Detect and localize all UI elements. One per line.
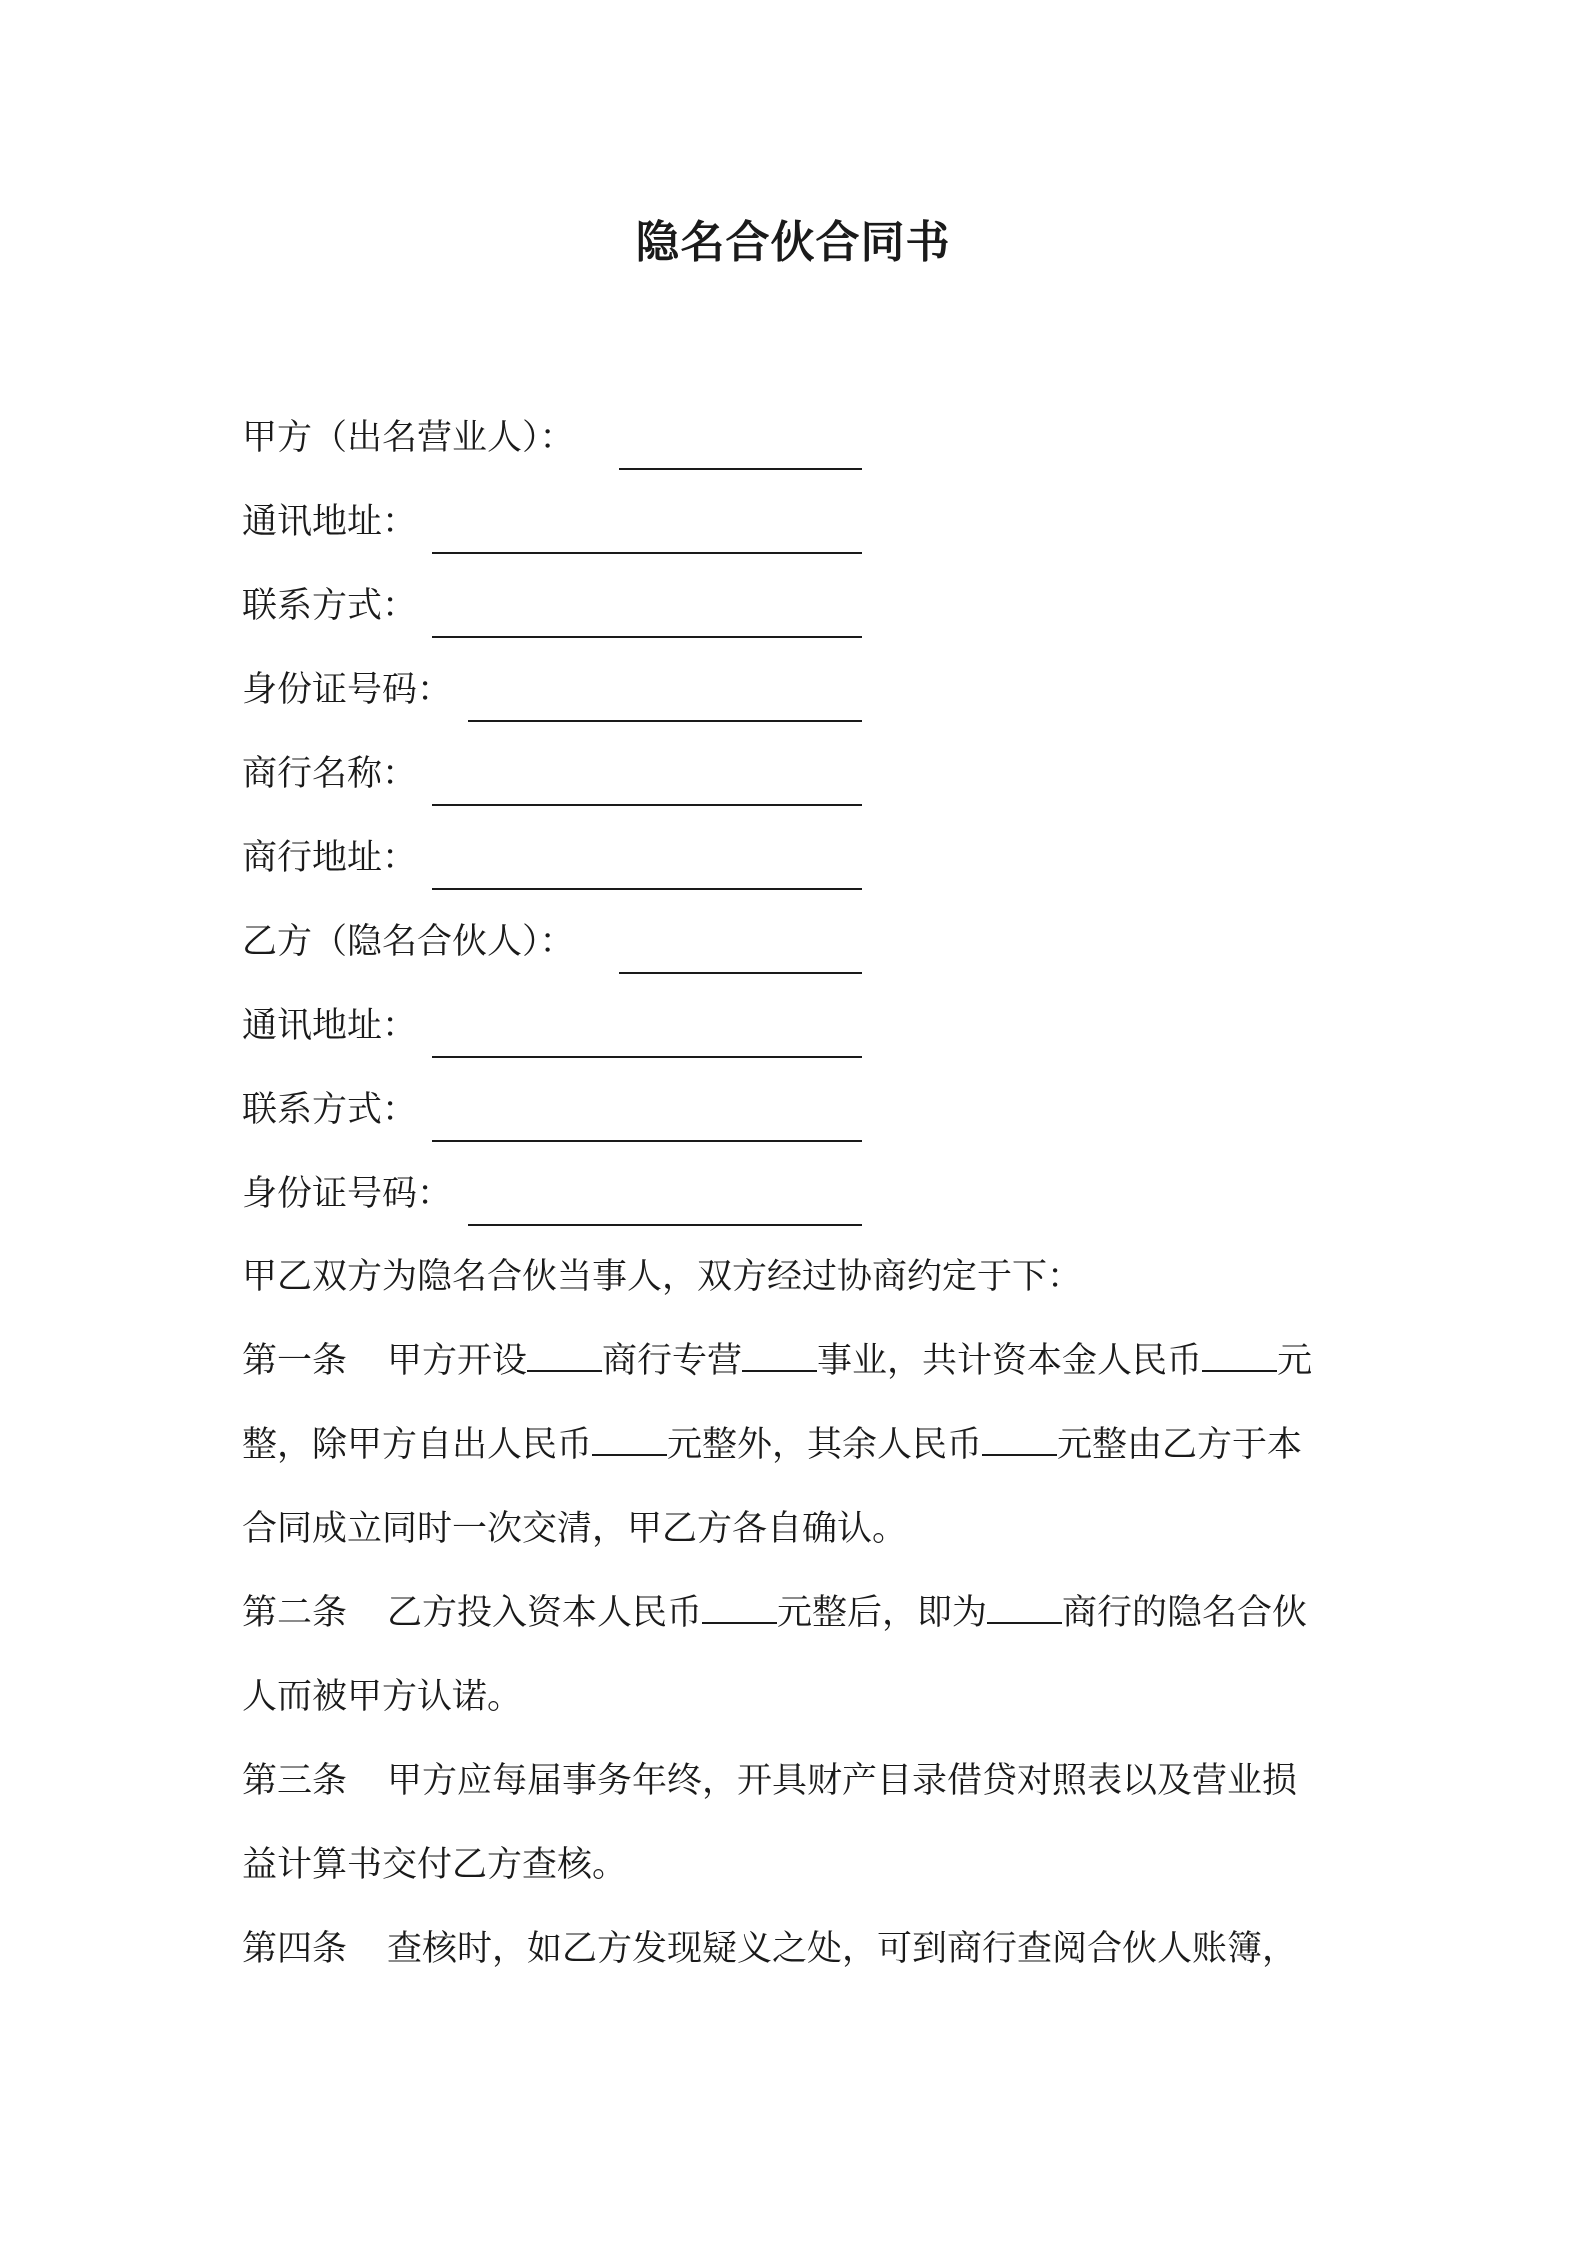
article-1-text-1: 甲方开设	[387, 1341, 528, 1381]
party-b-contact-label: 联系方式：	[242, 1090, 418, 1130]
article-2-text-1: 乙方投入资本人民币	[387, 1593, 703, 1633]
article-1-heading: 第一条	[242, 1341, 348, 1381]
party-b-blank[interactable]	[619, 972, 862, 974]
party-a-address-field	[242, 494, 862, 554]
party-b-label: 乙方（隐名合伙人）：	[242, 922, 575, 962]
firm-name-blank[interactable]	[987, 1592, 1062, 1624]
party-a-contact-label: 联系方式：	[242, 586, 418, 626]
article-1-text-5: 整，除甲方自出人民币	[242, 1425, 593, 1465]
article-1-text-3: 事业，共计资本金人民币	[817, 1341, 1203, 1381]
article-1-text-4: 元	[1277, 1341, 1313, 1381]
party-b-field	[242, 914, 862, 974]
business-type-blank[interactable]	[742, 1340, 817, 1372]
article-2-line-2: 人而被甲方认诺。	[242, 1677, 523, 1717]
article-1-text-6: 元整外，其余人民币	[667, 1425, 983, 1465]
shop-address-blank[interactable]	[432, 888, 862, 890]
shop-address-field	[242, 830, 862, 890]
article-3-heading: 第三条	[242, 1761, 348, 1801]
shop-name-field	[242, 746, 862, 806]
article-1-line-3: 合同成立同时一次交清，甲乙方各自确认。	[242, 1509, 908, 1549]
party-a-capital-blank[interactable]	[592, 1424, 667, 1456]
party-a-contact-field	[242, 578, 862, 638]
article-1-line-2	[242, 1421, 1302, 1469]
article-4-text-1: 查核时，如乙方发现疑义之处，可到商行查阅合伙人账簿，	[387, 1929, 1298, 1969]
party-a-contact-blank[interactable]	[432, 636, 862, 638]
article-1-text-7: 元整由乙方于本	[1057, 1425, 1303, 1465]
party-a-address-label: 通讯地址：	[242, 502, 418, 542]
party-a-id-label: 身份证号码：	[242, 670, 453, 710]
article-4-line-1	[242, 1925, 1297, 1973]
total-capital-blank[interactable]	[1202, 1340, 1277, 1372]
party-b-contact-blank[interactable]	[432, 1140, 862, 1142]
party-b-id-label: 身份证号码：	[242, 1174, 453, 1214]
document-title: 隐名合伙合同书	[635, 217, 951, 268]
investment-amount-blank[interactable]	[702, 1592, 777, 1624]
shop-name-label: 商行名称：	[242, 754, 418, 794]
party-a-id-field	[242, 662, 862, 722]
article-2-text-3: 商行的隐名合伙	[1062, 1593, 1308, 1633]
shop-name-blank[interactable]	[432, 804, 862, 806]
article-3-text-1: 甲方应每届事务年终，开具财产目录借贷对照表以及营业损	[387, 1761, 1298, 1801]
party-a-label: 甲方（出名营业人）：	[242, 418, 575, 458]
party-a-address-blank[interactable]	[432, 552, 862, 554]
intro-paragraph: 甲乙双方为隐名合伙当事人，双方经过协商约定于下：	[242, 1257, 1083, 1297]
article-2-line-1	[242, 1589, 1307, 1637]
shop-address-label: 商行地址：	[242, 838, 418, 878]
party-a-blank[interactable]	[619, 468, 862, 470]
business-name-blank[interactable]	[527, 1340, 602, 1372]
article-2-text-2: 元整后，即为	[777, 1593, 988, 1633]
party-b-capital-blank[interactable]	[982, 1424, 1057, 1456]
article-1-text-2: 商行专营	[602, 1341, 743, 1381]
article-2-heading: 第二条	[242, 1593, 348, 1633]
article-1-line-1	[242, 1337, 1312, 1385]
article-3-line-2: 益计算书交付乙方查核。	[242, 1845, 628, 1885]
article-4-heading: 第四条	[242, 1929, 348, 1969]
party-a-id-blank[interactable]	[468, 720, 862, 722]
party-a-field	[242, 410, 862, 470]
article-3-line-1	[242, 1757, 1297, 1805]
party-b-address-label: 通讯地址：	[242, 1006, 418, 1046]
party-b-contact-field	[242, 1082, 862, 1142]
party-b-address-field	[242, 998, 862, 1058]
party-b-id-field	[242, 1166, 862, 1226]
party-b-address-blank[interactable]	[432, 1056, 862, 1058]
party-b-id-blank[interactable]	[468, 1224, 862, 1226]
